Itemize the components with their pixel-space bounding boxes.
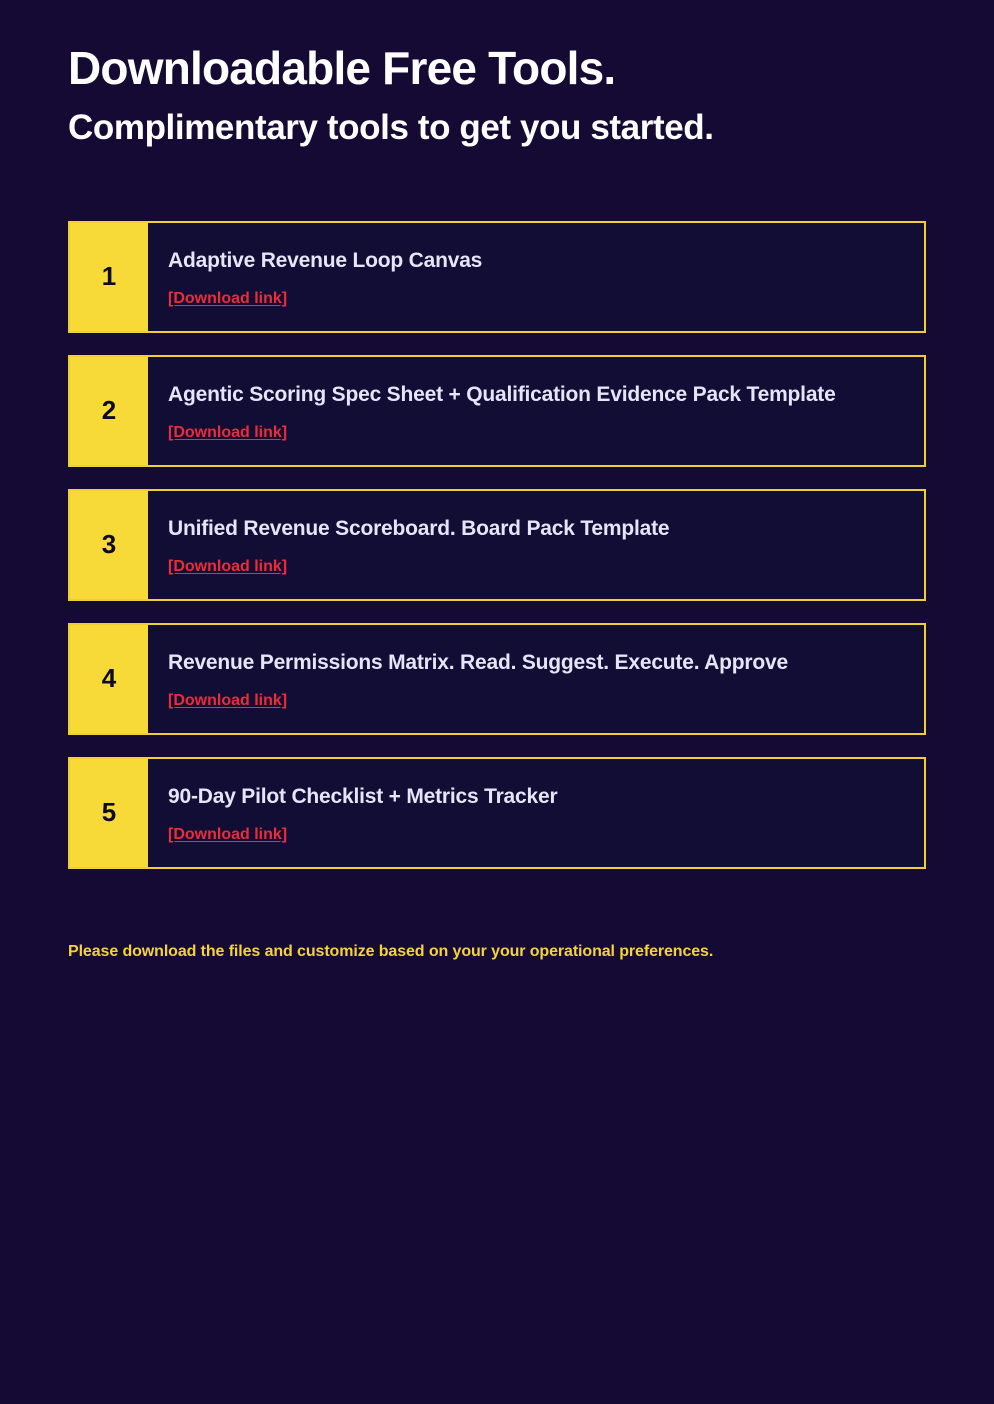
tool-card[interactable]	[68, 623, 926, 735]
tool-index-badge: 5	[70, 759, 148, 867]
tool-body	[148, 625, 924, 733]
tool-title: Adaptive Revenue Loop Canvas	[168, 249, 483, 273]
tool-card[interactable]	[68, 221, 926, 333]
tool-title: Agentic Scoring Spec Sheet + Qualification Evidence Pack Template	[168, 383, 836, 407]
tools-list	[68, 221, 926, 869]
tool-index-badge: 4	[70, 625, 148, 733]
tool-title: Revenue Permissions Matrix. Read. Suggest. Execute. Approve	[168, 651, 788, 675]
tool-body	[148, 223, 924, 331]
tool-title: 90-Day Pilot Checklist + Metrics Tracker	[168, 785, 558, 809]
download-link[interactable]: [Download link]	[168, 558, 288, 576]
tool-card[interactable]	[68, 757, 926, 869]
page-title: Downloadable Free Tools.	[68, 42, 616, 94]
tool-body	[148, 759, 924, 867]
tool-body	[148, 357, 924, 465]
tool-title: Unified Revenue Scoreboard. Board Pack Template	[168, 517, 670, 541]
page-subtitle: Complimentary tools to get you started.	[68, 107, 714, 147]
tool-body	[148, 491, 924, 599]
tool-index-badge: 1	[70, 223, 148, 331]
tool-card[interactable]	[68, 355, 926, 467]
tool-card[interactable]	[68, 489, 926, 601]
download-link[interactable]: [Download link]	[168, 290, 288, 308]
tool-index-badge: 2	[70, 357, 148, 465]
page-header	[68, 0, 926, 147]
download-link[interactable]: [Download link]	[168, 692, 288, 710]
download-link[interactable]: [Download link]	[168, 826, 288, 844]
footer-note: Please download the files and customize based on your your operational preferences.	[68, 942, 714, 960]
tool-index-badge: 3	[70, 491, 148, 599]
download-link[interactable]: [Download link]	[168, 424, 288, 442]
